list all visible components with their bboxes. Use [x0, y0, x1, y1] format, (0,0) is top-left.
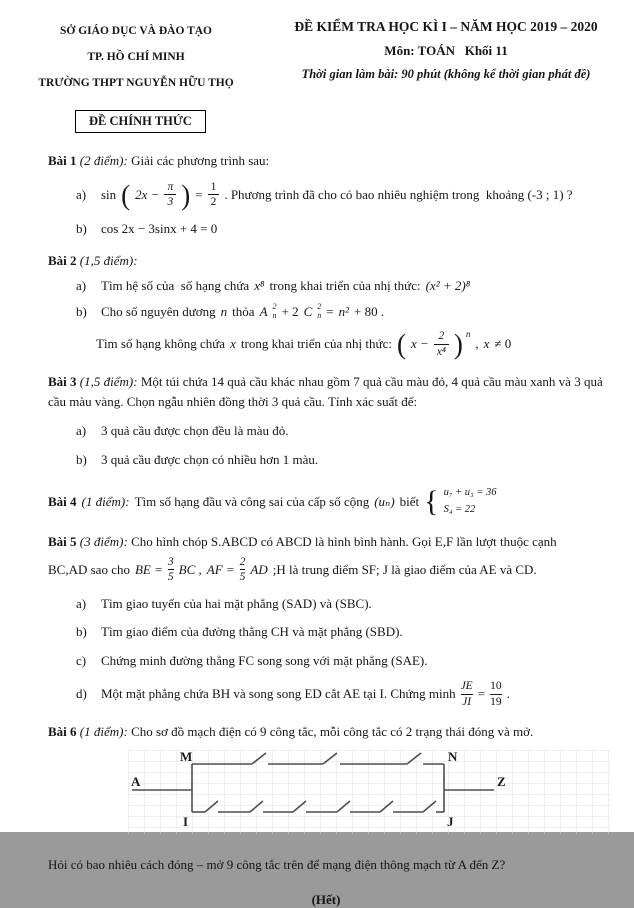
plus-80: + 80 .: [354, 303, 385, 319]
bai5-b-marker: b): [76, 624, 87, 640]
header-right-block: [272, 19, 634, 97]
sin-function: sin: [101, 186, 117, 202]
bai2-item-a: [76, 276, 604, 296]
bai5-intro-line2: [48, 555, 604, 585]
exam-body: [0, 151, 634, 908]
system-eq2: S₄ = 22: [443, 503, 476, 515]
bai5-c-marker: c): [76, 652, 87, 668]
bai5-points: (3 điểm):: [79, 533, 128, 549]
bai3-item-b: [76, 450, 604, 470]
segment-BE: BE =: [134, 562, 163, 578]
bai5-intro-line1: Cho hình chóp S.ABCD có ABCD là hình bình hành. Gọi E,F lần lượt thuộc cạnh: [131, 533, 557, 549]
section-bai6: [48, 722, 604, 875]
equals-sign: =: [477, 686, 486, 702]
circuit-diagram: [128, 750, 604, 840]
bai2-points: (1,5 điểm):: [79, 253, 138, 269]
var-n: n: [220, 303, 228, 319]
bai5-d-marker: d): [76, 686, 87, 702]
bai2-a-mid: trong khai triển của nhị thức:: [269, 278, 421, 294]
header: [0, 0, 634, 97]
bai1-item-b: [76, 219, 604, 239]
bai1-a-argument: 2x −: [135, 186, 160, 202]
equals-sign: =: [195, 186, 203, 202]
two-fifths-fraction: $\frac{2}{5}$: [239, 555, 246, 584]
A-sup-sub: 2 n: [272, 302, 277, 321]
bai1-label: Bài 1: [48, 152, 77, 168]
plus-2: + 2: [281, 303, 299, 319]
bai1-intro: Giải các phương trình sau:: [131, 152, 270, 168]
pi-over-3-fraction: $\frac{\pi}{3}$: [164, 180, 176, 210]
bai5-item-a: [76, 594, 604, 614]
C-sup-sub: 2 n: [317, 302, 322, 321]
equation-system: [444, 485, 497, 519]
bai1-item-a: a) sin ( 2x − $\frac{\pi}{3}$ ) = $\frac{1}{2}$ . Phương trình đã cho có bao nhiêu nghiệm trong khoảng (-3 ; 1) ?: [76, 178, 573, 211]
one-half-fraction: $\frac{1}{2}$: [208, 180, 220, 210]
section-bai3: [48, 372, 604, 469]
three-fifths-fraction: $\frac{3}{5}$: [167, 555, 174, 584]
bai2-c-mid: trong khai triển của nhị thức:: [240, 336, 392, 352]
comma: ,: [475, 336, 479, 352]
bai4-biet: biết: [399, 494, 420, 510]
exam-title: ĐỀ KIỂM TRA HỌC KÌ I – NĂM HỌC 2019 – 2020: [294, 19, 598, 34]
school-line: TRƯỜNG THPT NGUYỄN HỮU THỌ: [38, 76, 234, 89]
bai2-c-argument: x −: [410, 336, 429, 352]
spreadsheet-grid: [128, 750, 610, 834]
bai1-a-question: . Phương trình đã cho có bao nhiêu nghiệm trong khoảng (-3 ; 1) ?: [224, 186, 573, 202]
bai3-a-marker: a): [76, 423, 87, 439]
bai3-intro: Một túi chứa 14 quả cầu khác nhau gồm 7 quả cầu màu đỏ, 4 quả cầu màu xanh và 3 quả cầu màu vàng. Chọn ngẫu nhiên đồng thời 3 quả cầu. Tính xác suất để:: [48, 373, 603, 410]
section-bai1: [48, 151, 604, 238]
period: .: [506, 686, 510, 702]
bai1-b-equation: cos 2x − 3sinx + 4 = 0: [101, 220, 218, 236]
bai5-item-c: [76, 651, 604, 671]
not-equal-zero: ≠ 0: [494, 336, 512, 352]
circuit-svg: [128, 750, 610, 836]
segment-AF: AF =: [206, 562, 235, 578]
bai5-intro2-tail: ;H là trung điểm SF; J là giao điểm của AE và CD.: [272, 562, 537, 578]
ten-over-19-fraction: $\frac{10}{19}$: [490, 680, 502, 708]
bai2-b-thoa: thỏa: [232, 303, 255, 319]
n-squared: n²: [338, 303, 350, 319]
var-x: x: [483, 336, 490, 352]
binomial-x2-plus-2: (x² + 2)⁸: [425, 278, 471, 294]
bai6-points: (1 điểm):: [79, 723, 128, 739]
bai1-b-marker: b): [76, 220, 87, 236]
arrangement-A: A: [259, 303, 268, 319]
two-over-x4-fraction: $\frac{2}{\text{x⁴}}$: [434, 329, 449, 359]
department-line: SỞ GIÁO DỤC VÀ ĐÀO TẠO: [60, 25, 212, 37]
bai5-a-text: Tìm giao tuyến của hai mặt phẳng (SAD) và (SBC).: [101, 595, 372, 611]
city-line: TP. HỒ CHÍ MINH: [87, 50, 185, 63]
node-label-z: Z: [497, 774, 506, 790]
bai5-b-text: Tìm giao điểm của đường thẳng CH và mặt phẳng (SBD).: [101, 624, 403, 640]
exponent-n: n: [465, 329, 471, 340]
segment-BC: BC ,: [178, 562, 202, 578]
bai3-points: (1,5 điểm):: [79, 373, 138, 389]
bai1-points: (2 điểm):: [79, 152, 128, 168]
bai2-b-marker: b): [76, 303, 87, 319]
bai3-b-text: 3 quả cầu được chọn có nhiều hơn 1 màu.: [101, 451, 319, 467]
equals-sign: =: [326, 303, 334, 319]
bai5-intro2-pre: BC,AD sao cho: [48, 562, 130, 578]
bai3-b-marker: b): [76, 451, 87, 467]
section-bai2: [48, 251, 604, 359]
x-power-8: x⁸: [254, 278, 265, 294]
combination-C: C: [303, 303, 313, 319]
JE-over-JI-fraction: $\frac{JE}{JI}$: [460, 680, 473, 708]
section-bai5: [48, 532, 604, 709]
bai5-item-b: [76, 622, 604, 642]
bai3-a-text: 3 quả cầu được chọn đều là màu đỏ.: [101, 423, 289, 439]
bai4-points: (1 điểm):: [81, 494, 130, 510]
bai2-label: Bài 2: [48, 253, 77, 269]
bai5-item-d: [76, 679, 604, 709]
bai2-item-b2: Tìm số hạng không chứa x trong khai triển của nhị thức: ( x − $\frac{2}{\text{x⁴}}$ ) n , x ≠ 0: [96, 328, 512, 360]
bai5-c-text: Chứng minh đường thẳng FC song song với mặt phẳng (SAE).: [101, 652, 428, 668]
bai5-a-marker: a): [76, 595, 87, 611]
node-label-j: J: [447, 814, 454, 830]
bai2-a-text: Tìm hệ số của số hạng chứa: [101, 278, 250, 294]
bai5-d-text: Một mặt phẳng chứa BH và song song ED cắt AE tại I. Chứng minh: [101, 686, 456, 702]
bai2-b-text: Cho số nguyên dương: [101, 303, 216, 319]
segment-AD: AD: [250, 562, 268, 578]
node-label-n: N: [448, 749, 458, 765]
end-of-exam-marker: (Hết): [311, 892, 341, 908]
node-label-m: M: [180, 749, 193, 765]
bai6-question: Hỏi có bao nhiêu cách đóng – mở 9 công tắc trên để mạng điện thông mạch từ A đến Z?: [48, 857, 506, 873]
header-left-block: [0, 19, 272, 97]
var-x: x: [230, 336, 236, 352]
bai3-label: Bài 3: [48, 373, 77, 389]
exam-subject: Môn: TOÁN Khối 11: [384, 43, 508, 58]
system-eq1: u₇ + u₃ = 36: [443, 487, 497, 499]
bai5-label: Bài 5: [48, 533, 77, 549]
bai2-c-text: Tìm số hạng không chứa: [96, 336, 226, 352]
node-label-i: I: [183, 814, 189, 830]
official-exam-badge: ĐỀ CHÍNH THỨC: [75, 110, 206, 133]
bai2-a-marker: a): [76, 278, 87, 294]
bai1-a-marker: a): [76, 186, 87, 202]
bai6-intro: Cho sơ đồ mạch điện có 9 công tắc, mỗi công tắc có 2 trạng thái đóng và mở.: [131, 723, 534, 739]
bai2-item-b: [76, 302, 604, 322]
bai3-item-a: [76, 421, 604, 441]
bai6-label: Bài 6: [48, 723, 77, 739]
section-bai4: [48, 485, 604, 519]
sequence-un: (uₙ): [374, 494, 395, 510]
exam-duration: Thời gian làm bài: 90 phút (không kể thời gian phát đề): [301, 67, 591, 81]
bai4-text: Tìm số hạng đầu và công sai của cấp số cộng: [134, 494, 370, 510]
bai4-label: Bài 4: [48, 494, 77, 510]
node-label-a: A: [131, 774, 141, 790]
bai4-line: Bài 4 (1 điểm): Tìm số hạng đầu và công sai của cấp số cộng (uₙ) biết { u₇ + u₃ = 36 S₄ = 22: [48, 484, 497, 518]
